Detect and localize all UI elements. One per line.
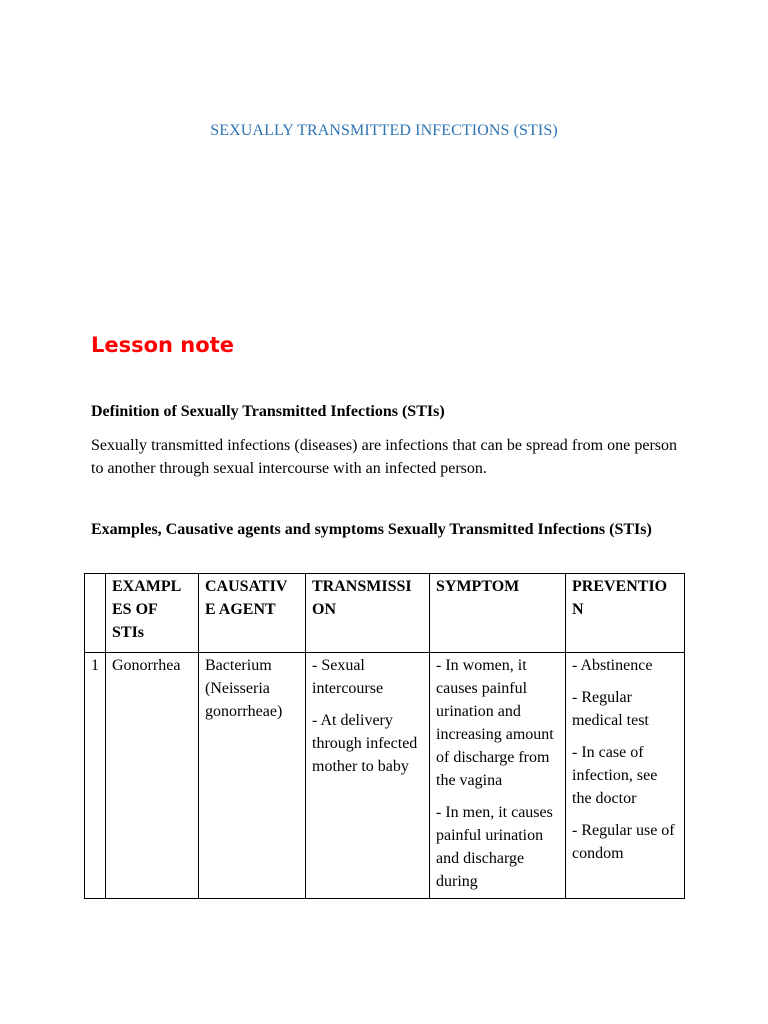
header-transmission: TRANSMISSI ON [306,574,430,653]
cell-causative-agent: Bacterium (Neisseria gonorrheae) [199,653,306,899]
document-title: SEXUALLY TRANSMITTED INFECTIONS (STIS) [210,122,558,139]
prevention-item: - In case of infection, see the doctor [572,744,658,807]
symptom-item: - In men, it causes painful urination and discharge during [436,804,553,890]
header-causative-agent: CAUSATIV E AGENT [199,574,306,653]
definition-paragraph: Sexually transmitted infections (diseases) are infections that can be spread from one person to another through sexual intercourse with an infected person. [91,437,677,477]
header-symptom: SYMPTOM [430,574,566,653]
sti-table [84,573,685,899]
prevention-item: - Regular medical test [572,689,649,729]
prevention-item: - Abstinence [572,657,653,674]
cell-example: Gonorrhea [106,653,199,899]
cell-symptom [430,653,566,899]
definition-heading: Definition of Sexually Transmitted Infections (STIs) [91,403,445,420]
header-number [85,574,106,653]
transmission-item: - Sexual intercourse [312,657,384,697]
cell-transmission [306,653,430,899]
cell-prevention [566,653,685,899]
transmission-item: - At delivery through infected mother to baby [312,712,418,775]
prevention-item: - Regular use of condom [572,822,675,862]
header-prevention: PREVENTIO N [566,574,685,653]
table-header-row [85,574,685,653]
row-number: 1 [85,653,106,899]
table-row [85,653,685,899]
lesson-heading: Lesson note [91,333,234,357]
header-examples: EXAMPL ES OF STIs [106,574,199,653]
symptom-item: - In women, it causes painful urination and increasing amount of discharge from the vagina [436,657,554,789]
examples-heading: Examples, Causative agents and symptoms Sexually Transmitted Infections (STIs) [91,521,652,538]
